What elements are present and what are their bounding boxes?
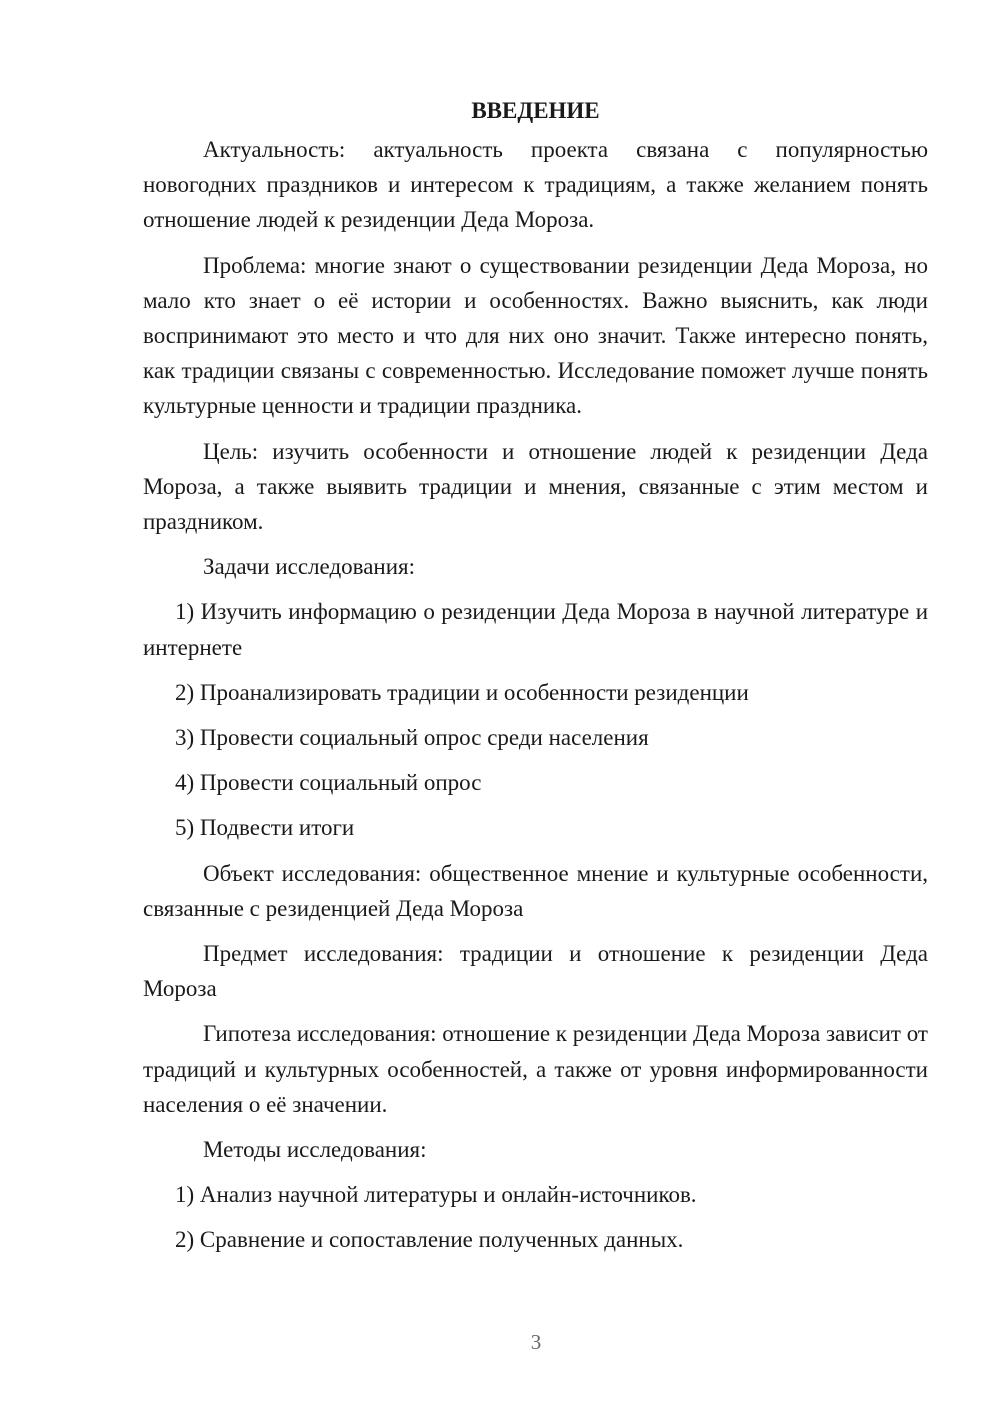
document-page <box>143 96 928 1268</box>
tasks-heading: Задачи исследования: <box>203 554 416 580</box>
task-item: 5) Подвести итоги <box>175 815 355 841</box>
paragraph-hypothesis: Гипотеза исследования: отношение к резиденции Деда Мороза зависит от традиций и культурных особенностей, а также от уровня информированности населения о её значении. <box>143 1021 928 1117</box>
paragraph-object: Объект исследования: общественное мнение и культурные особенности, связанные с резиденцией Деда Мороза <box>143 860 928 921</box>
section-title: ВВЕДЕНИЕ <box>471 98 600 123</box>
paragraph-goal: Цель: изучить особенности и отношение людей к резиденции Деда Мороза, а также выявить традиции и мнения, связанные с этим местом и праздником. <box>143 438 928 535</box>
task-item: 2) Проанализировать традиции и особенности резиденции <box>175 679 749 705</box>
paragraph-subject: Предмет исследования: традиции и отношение к резиденции Деда Мороза <box>143 941 928 1002</box>
task-item: 3) Провести социальный опрос среди населения <box>175 725 649 751</box>
task-item: 4) Провести социальный опрос <box>175 770 482 796</box>
method-item: 2) Сравнение и сопоставление полученных данных. <box>175 1227 684 1253</box>
method-item: 1) Анализ научной литературы и онлайн-источников. <box>175 1182 697 1208</box>
paragraph-relevance: Актуальность: актуальность проекта связана с популярностью новогодних праздников и интересом к традициям, а также желанием понять отношение людей к резиденции Деда Мороза. <box>143 137 928 233</box>
methods-heading: Методы исследования: <box>203 1137 427 1163</box>
task-item: 1) Изучить информацию о резиденции Деда Мороза в научной литературе и интернете <box>143 599 928 660</box>
page-number: 3 <box>530 1330 542 1354</box>
paragraph-problem: Проблема: многие знают о существовании резиденции Деда Мороза, но мало кто знает о её истории и особенностях. Важно выяснить, как люди воспринимают это место и что для них оно значит. Также интересно понять, как традиции связаны с современностью. Исследование поможет лучше понять культурные ценности и традиции праздника. <box>143 252 928 419</box>
